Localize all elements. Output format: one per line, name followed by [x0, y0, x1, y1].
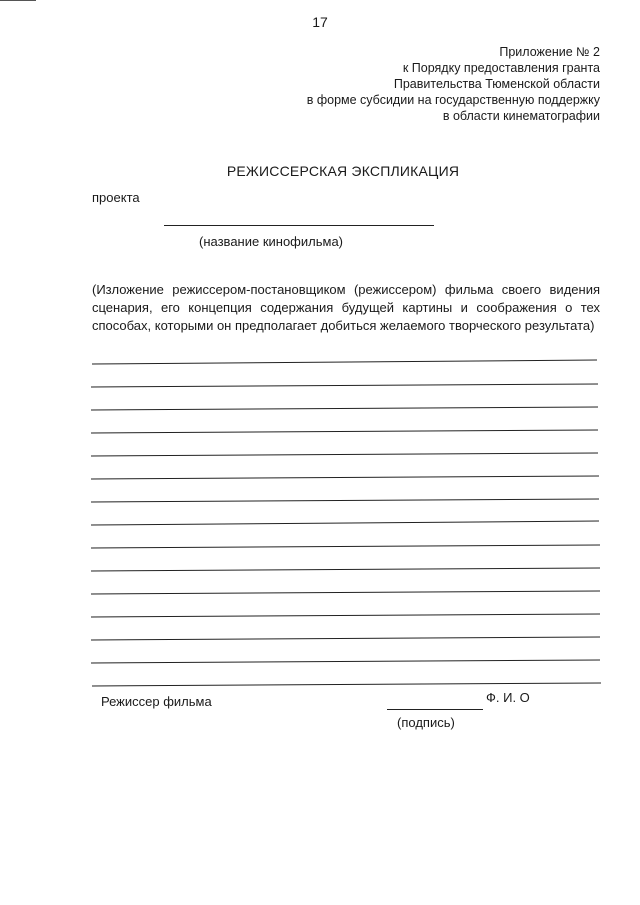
signature-caption: (подпись) [397, 715, 455, 730]
page-number: 17 [312, 14, 328, 30]
appendix-line: к Порядку предоставления гранта [402, 61, 600, 75]
blank-line [91, 407, 598, 410]
blank-line [91, 614, 600, 617]
blank-line [91, 499, 599, 502]
appendix-line: в форме субсидии на государственную поддержку [306, 93, 600, 107]
appendix-header [307, 44, 600, 124]
instructions-text: (Изложение режиссером-постановщиком (режиссером) фильма своего видения сценария, его концепция содержания будущей картины и соображения о тех способах, которыми он предполагает добиться желаемого творческого результата) [92, 282, 600, 333]
appendix-line: в области кинематографии [442, 109, 600, 123]
blank-line [91, 545, 600, 548]
blank-line [91, 430, 598, 433]
fio-label: Ф. И. О [486, 690, 530, 705]
appendix-line: Правительства Тюменской области [393, 77, 600, 91]
blank-line [92, 360, 597, 364]
blank-line [91, 660, 600, 663]
blank-line [91, 453, 598, 456]
director-label: Режиссер фильма [101, 694, 212, 709]
blank-line [91, 476, 599, 479]
blank-line [91, 637, 600, 640]
project-label: проекта [92, 190, 140, 205]
film-name-caption: (название кинофильма) [199, 234, 343, 249]
blank-line [91, 521, 599, 525]
scan-corner-mark [0, 0, 36, 1]
appendix-line: Приложение № 2 [499, 45, 600, 59]
signature-blank-line [387, 709, 483, 710]
blank-line [92, 683, 601, 686]
blank-line [91, 591, 600, 594]
film-name-blank-line [164, 225, 434, 226]
blank-line [91, 568, 600, 571]
blank-line [91, 384, 598, 387]
document-title: РЕЖИССЕРСКАЯ ЭКСПЛИКАЦИЯ [226, 163, 460, 179]
